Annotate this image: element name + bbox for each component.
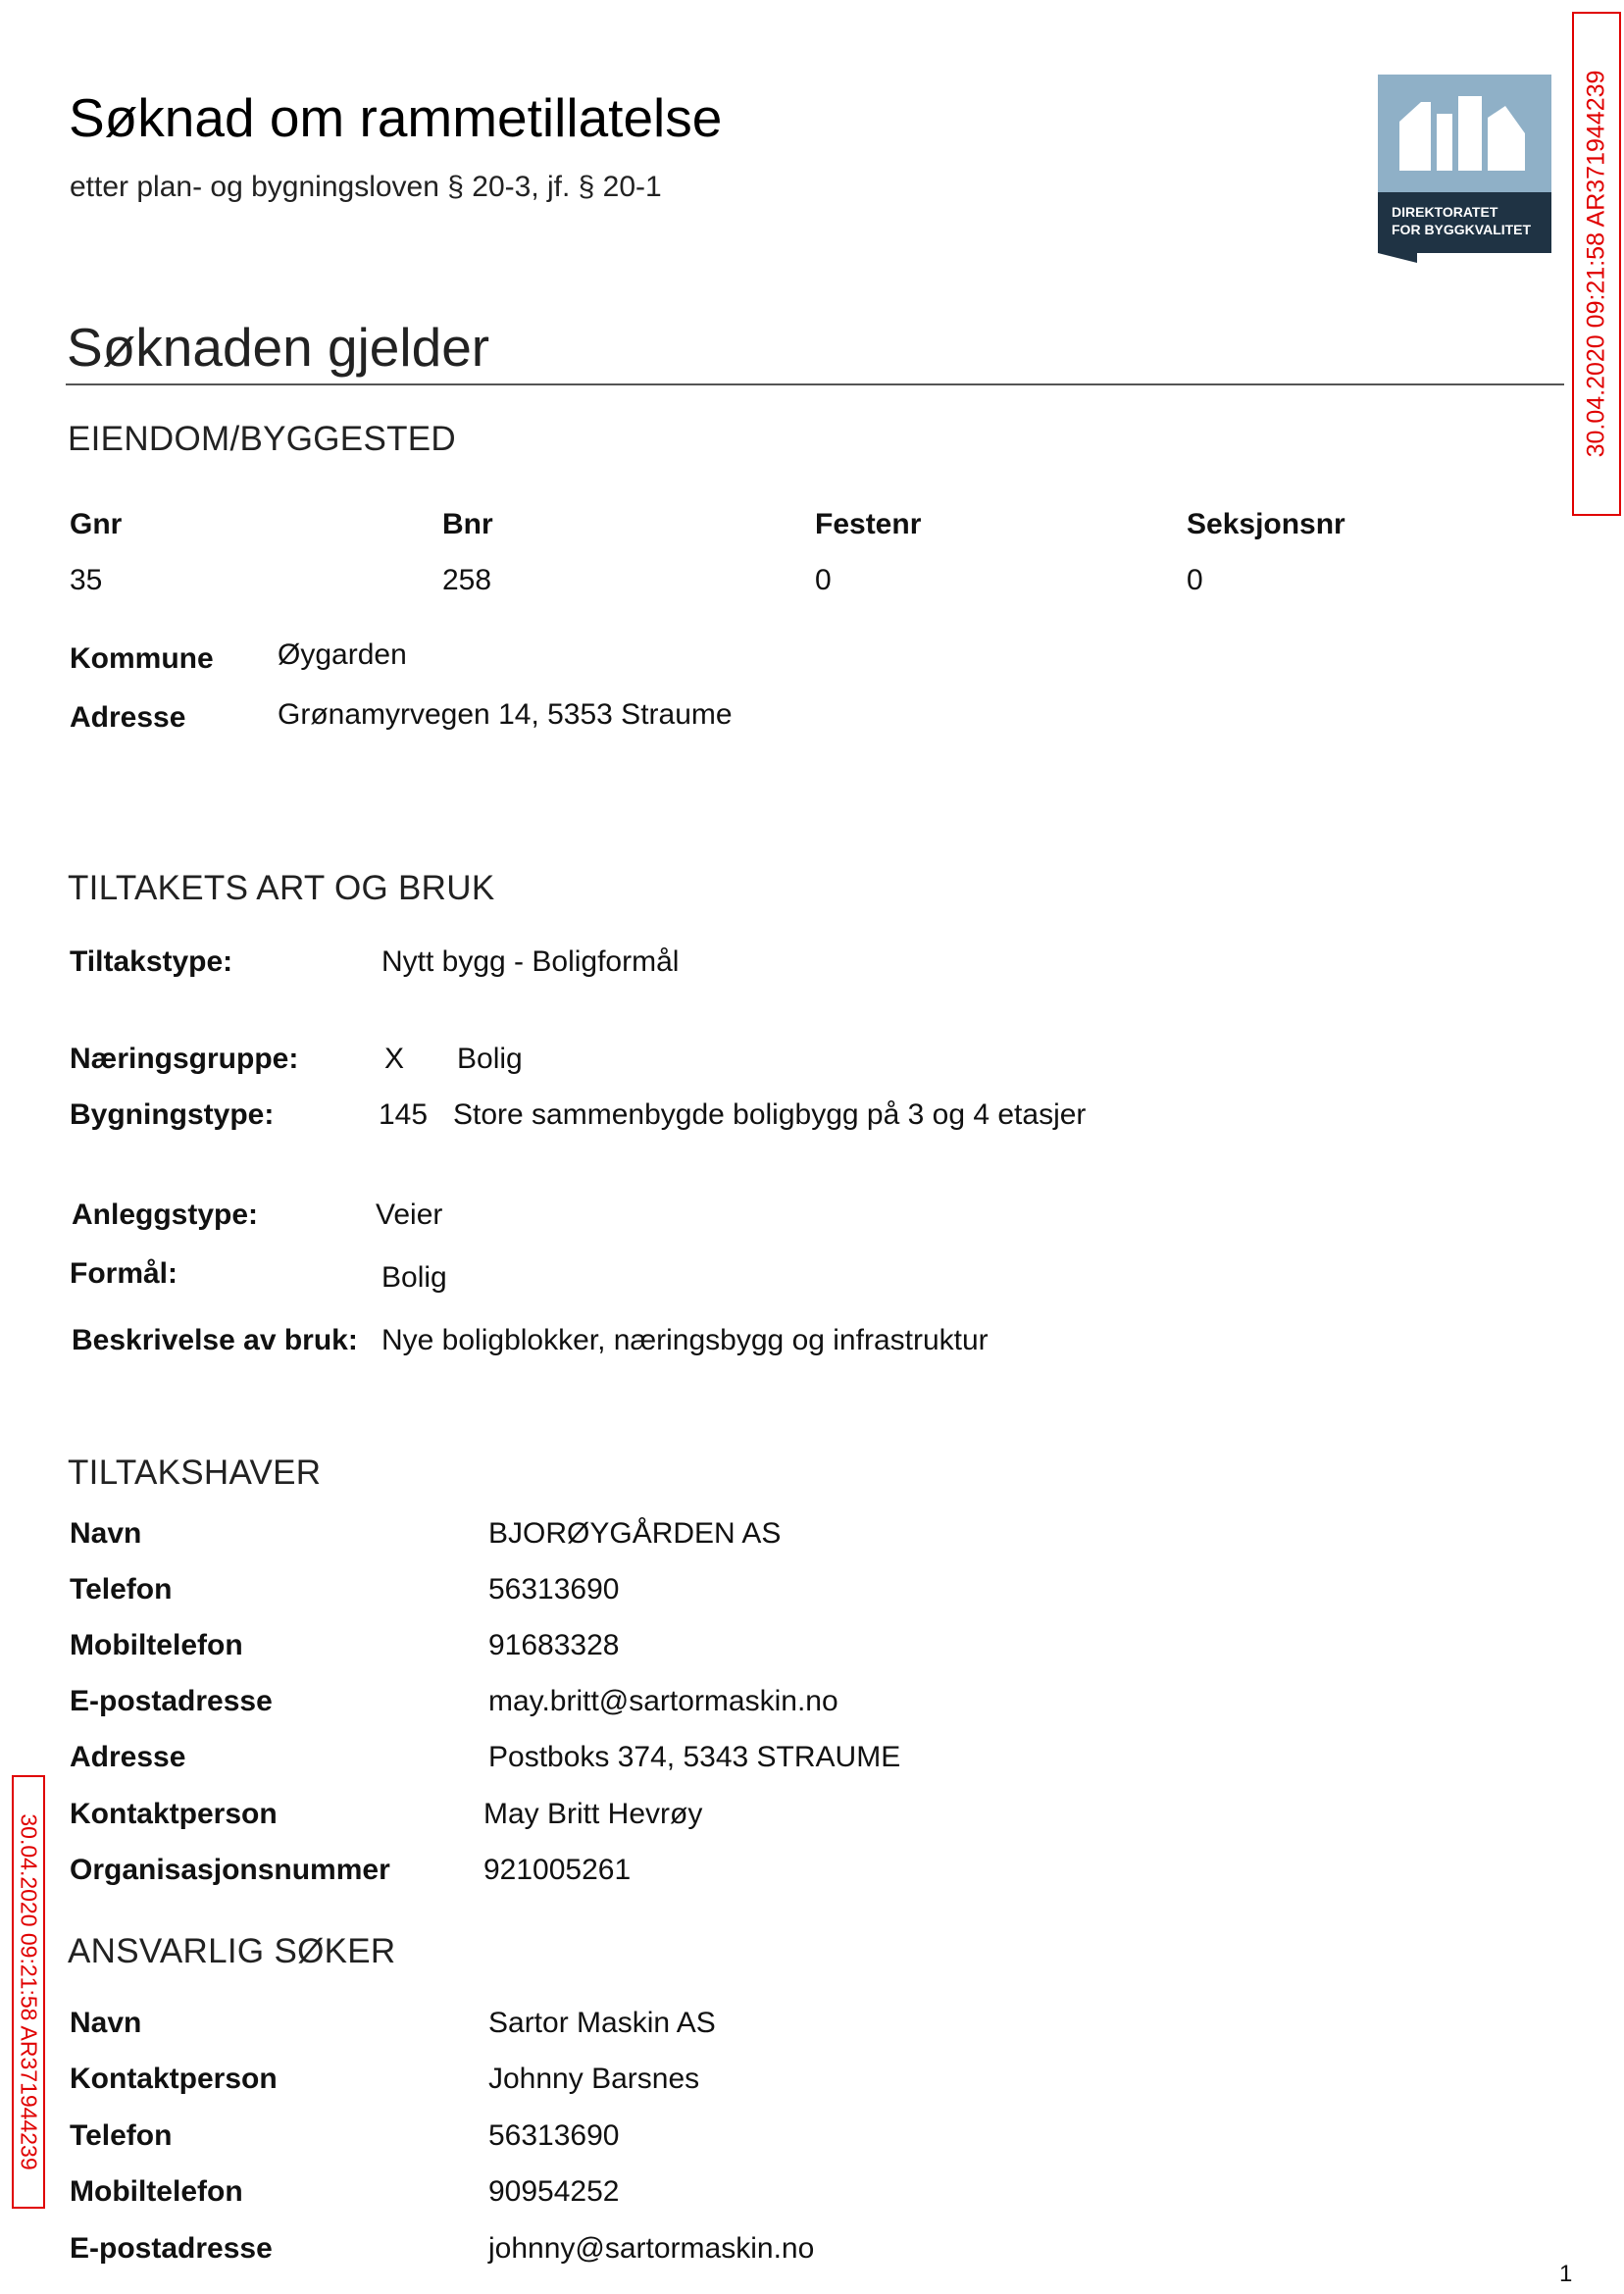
kommune-label: Kommune (70, 642, 214, 675)
th-telefon-value: 56313690 (488, 1573, 620, 1606)
anleggstype-label: Anleggstype: (72, 1198, 259, 1231)
as-kontakt-label: Kontaktperson (70, 2063, 278, 2095)
as-telefon-value: 56313690 (488, 2119, 620, 2152)
section-divider (66, 383, 1564, 385)
gnr-value: 35 (70, 564, 103, 596)
page-number: 1 (1559, 2261, 1573, 2287)
bygningstype-label: Bygningstype: (70, 1098, 275, 1131)
th-kontakt-label: Kontaktperson (70, 1798, 278, 1830)
archive-stamp-right: 30.04.2020 09:21:58 AR371944239 (1572, 12, 1621, 516)
seksjonsnr-value: 0 (1187, 564, 1203, 596)
tiltak-heading: TILTAKETS ART OG BRUK (68, 869, 495, 907)
beskrivelse-value: Nye boligblokker, næringsbygg og infrastruktur (381, 1324, 989, 1356)
as-epost-label: E-postadresse (70, 2232, 273, 2265)
th-kontakt-value: May Britt Hevrøy (483, 1798, 703, 1830)
logo-text-1: DIREKTORATET (1392, 204, 1498, 220)
gnr-label: Gnr (70, 508, 123, 540)
formal-value: Bolig (381, 1261, 447, 1294)
th-adresse-label: Adresse (70, 1741, 186, 1773)
th-navn-value: BJORØYGÅRDEN AS (488, 1517, 782, 1550)
bnr-label: Bnr (442, 508, 493, 540)
as-epost-value: johnny@sartormaskin.no (488, 2232, 815, 2265)
page-subtitle: etter plan- og bygningsloven § 20-3, jf. § 20-1 (70, 171, 662, 203)
as-navn-label: Navn (70, 2007, 142, 2039)
soker-heading: ANSVARLIG SØKER (68, 1932, 396, 1970)
beskrivelse-label: Beskrivelse av bruk: (72, 1324, 358, 1356)
th-mobil-label: Mobiltelefon (70, 1629, 243, 1661)
archive-stamp-left: 30.04.2020 09:21:58 AR371944239 (12, 1775, 45, 2209)
eiendom-heading: EIENDOM/BYGGESTED (68, 420, 456, 458)
section-title: Søknaden gjelder (67, 317, 490, 378)
th-navn-label: Navn (70, 1517, 142, 1550)
th-orgnr-label: Organisasjonsnummer (70, 1854, 390, 1886)
as-navn-value: Sartor Maskin AS (488, 2007, 716, 2039)
naeringsgruppe-code: X (384, 1043, 405, 1075)
th-telefon-label: Telefon (70, 1573, 173, 1606)
formal-label: Formål: (70, 1257, 178, 1290)
festenr-value: 0 (815, 564, 832, 596)
bygningstype-code: 145 (379, 1098, 429, 1131)
naeringsgruppe-label: Næringsgruppe: (70, 1043, 299, 1075)
festenr-label: Festenr (815, 508, 922, 540)
bnr-value: 258 (442, 564, 492, 596)
page-title: Søknad om rammetillatelse (69, 87, 723, 148)
anleggstype-value: Veier (376, 1198, 443, 1231)
tiltakstype-value: Nytt bygg - Boligformål (381, 945, 680, 978)
as-mobil-value: 90954252 (488, 2175, 620, 2208)
adresse-label: Adresse (70, 701, 186, 734)
th-epost-value: may.britt@sartormaskin.no (488, 1685, 838, 1717)
seksjonsnr-label: Seksjonsnr (1187, 508, 1345, 540)
th-orgnr-value: 921005261 (483, 1854, 632, 1886)
naeringsgruppe-value: Bolig (457, 1043, 523, 1075)
building-logo-icon (1378, 75, 1551, 263)
kommune-value: Øygarden (278, 638, 407, 671)
dibk-logo (1378, 75, 1551, 263)
th-epost-label: E-postadresse (70, 1685, 273, 1717)
as-mobil-label: Mobiltelefon (70, 2175, 243, 2208)
logo-text-2: FOR BYGGKVALITET (1392, 222, 1532, 237)
as-telefon-label: Telefon (70, 2119, 173, 2152)
th-adresse-value: Postboks 374, 5343 STRAUME (488, 1741, 901, 1773)
as-kontakt-value: Johnny Barsnes (488, 2063, 700, 2095)
bygningstype-value: Store sammenbygde boligbygg på 3 og 4 etasjer (453, 1098, 1087, 1131)
tiltakstype-label: Tiltakstype: (70, 945, 233, 978)
th-mobil-value: 91683328 (488, 1629, 620, 1661)
adresse-value: Grønamyrvegen 14, 5353 Straume (278, 698, 733, 731)
tiltakshaver-heading: TILTAKSHAVER (68, 1453, 322, 1492)
